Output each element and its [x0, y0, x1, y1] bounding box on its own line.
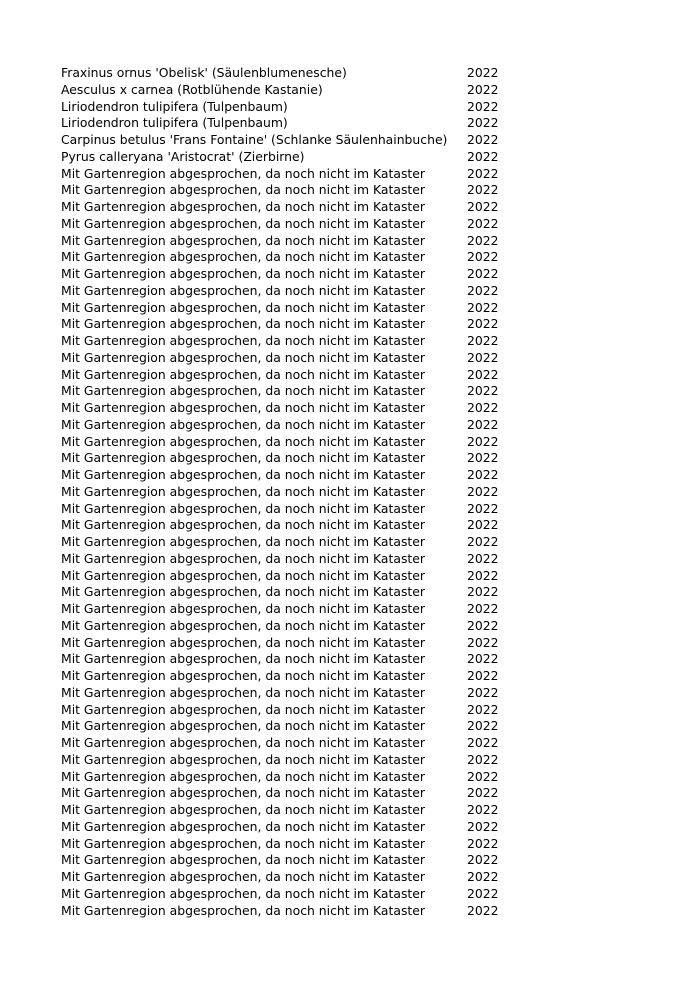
planting-year: 2022 [467, 885, 499, 901]
list-item [61, 852, 521, 869]
tree-name: Mit Gartenregion abgesprochen, da noch nicht im Kataster [61, 601, 425, 616]
list-item [61, 233, 521, 250]
tree-name: Carpinus betulus 'Frans Fontaine' (Schlanke Säulenhainbuche) [61, 132, 448, 147]
tree-name: Mit Gartenregion abgesprochen, da noch nicht im Kataster [61, 450, 425, 466]
tree-name: Pyrus calleryana 'Aristocrat' (Zierbirne) [61, 148, 305, 164]
planting-year: 2022 [467, 483, 499, 499]
tree-name: Mit Gartenregion abgesprochen, da noch nicht im Kataster [61, 584, 425, 600]
tree-name: Mit Gartenregion abgesprochen, da noch nicht im Kataster [61, 617, 425, 633]
planting-year: 2022 [467, 818, 499, 834]
list-item [61, 517, 521, 534]
list-item [61, 316, 521, 333]
list-item [61, 635, 521, 652]
planting-year: 2022 [467, 232, 499, 248]
list-item [61, 735, 521, 752]
tree-name: Mit Gartenregion abgesprochen, da noch nicht im Kataster [61, 416, 425, 432]
list-item [61, 802, 521, 819]
tree-name: Mit Gartenregion abgesprochen, da noch nicht im Kataster [61, 282, 425, 298]
tree-name: Mit Gartenregion abgesprochen, da noch nicht im Kataster [61, 852, 425, 868]
list-item [61, 551, 521, 568]
planting-year: 2022 [467, 182, 499, 198]
tree-name: Mit Gartenregion abgesprochen, da noch nicht im Kataster [61, 768, 425, 784]
list-item [61, 718, 521, 735]
list-item [61, 182, 521, 199]
tree-name: Mit Gartenregion abgesprochen, da noch nicht im Kataster [61, 249, 425, 265]
list-item [61, 651, 521, 668]
list-item [61, 82, 521, 99]
list-item [61, 618, 521, 635]
tree-name: Mit Gartenregion abgesprochen, da noch nicht im Kataster [61, 483, 425, 499]
planting-year: 2022 [467, 902, 499, 918]
planting-year: 2022 [467, 500, 499, 516]
planting-year: 2022 [467, 617, 499, 633]
list-item [61, 903, 521, 920]
planting-year: 2022 [467, 450, 499, 466]
tree-name: Mit Gartenregion abgesprochen, da noch nicht im Kataster [61, 316, 425, 332]
list-item [61, 668, 521, 685]
list-item [61, 367, 521, 384]
tree-name: Mit Gartenregion abgesprochen, da noch nicht im Kataster [61, 534, 425, 549]
list-item [61, 785, 521, 802]
tree-name: Fraxinus ornus 'Obelisk' (Säulenblumenesche) [61, 65, 347, 80]
list-item [61, 383, 521, 400]
planting-year: 2022 [467, 266, 499, 281]
tree-name: Mit Gartenregion abgesprochen, da noch nicht im Kataster [61, 802, 425, 817]
tree-name: Mit Gartenregion abgesprochen, da noch nicht im Kataster [61, 751, 425, 767]
planting-year: 2022 [467, 768, 499, 784]
list-item [61, 417, 521, 434]
list-item [61, 99, 521, 116]
tree-name: Mit Gartenregion abgesprochen, da noch nicht im Kataster [61, 785, 425, 801]
tree-name: Aesculus x carnea (Rotblühende Kastanie) [61, 81, 323, 97]
planting-year: 2022 [467, 634, 499, 650]
list-item [61, 869, 521, 886]
list-item [61, 199, 521, 216]
tree-name: Mit Gartenregion abgesprochen, da noch nicht im Kataster [61, 266, 425, 281]
list-item [61, 886, 521, 903]
tree-name: Liriodendron tulipifera (Tulpenbaum) [61, 115, 288, 131]
list-item [61, 266, 521, 283]
tree-name: Mit Gartenregion abgesprochen, da noch nicht im Kataster [61, 517, 425, 533]
tree-name: Mit Gartenregion abgesprochen, da noch nicht im Kataster [61, 299, 425, 315]
planting-year: 2022 [467, 383, 499, 399]
planting-year: 2022 [467, 199, 499, 214]
tree-name: Mit Gartenregion abgesprochen, da noch nicht im Kataster [61, 701, 425, 717]
planting-year: 2022 [467, 467, 499, 482]
list-item [61, 350, 521, 367]
tree-name: Liriodendron tulipifera (Tulpenbaum) [61, 98, 288, 114]
tree-name: Mit Gartenregion abgesprochen, da noch nicht im Kataster [61, 182, 425, 198]
planting-year: 2022 [467, 584, 499, 600]
list-item [61, 584, 521, 601]
planting-year: 2022 [467, 869, 499, 884]
tree-name: Mit Gartenregion abgesprochen, da noch nicht im Kataster [61, 885, 425, 901]
tree-name: Mit Gartenregion abgesprochen, da noch nicht im Kataster [61, 550, 425, 566]
planting-year: 2022 [467, 65, 499, 80]
list-item [61, 752, 521, 769]
list-item [61, 769, 521, 786]
list-item [61, 601, 521, 618]
planting-year: 2022 [467, 735, 499, 750]
list-item [61, 132, 521, 149]
planting-year: 2022 [467, 433, 499, 449]
list-item [61, 836, 521, 853]
planting-year: 2022 [467, 550, 499, 566]
list-item [61, 450, 521, 467]
tree-name: Mit Gartenregion abgesprochen, da noch nicht im Kataster [61, 433, 425, 449]
list-item [61, 434, 521, 451]
tree-name: Mit Gartenregion abgesprochen, da noch nicht im Kataster [61, 333, 425, 348]
list-item [61, 484, 521, 501]
tree-name: Mit Gartenregion abgesprochen, da noch nicht im Kataster [61, 467, 425, 482]
tree-name: Mit Gartenregion abgesprochen, da noch nicht im Kataster [61, 567, 425, 583]
tree-name: Mit Gartenregion abgesprochen, da noch nicht im Kataster [61, 400, 425, 415]
planting-year: 2022 [467, 802, 499, 817]
planting-year: 2022 [467, 517, 499, 533]
tree-name: Mit Gartenregion abgesprochen, da noch nicht im Kataster [61, 651, 425, 667]
list-item [61, 333, 521, 350]
tree-name: Mit Gartenregion abgesprochen, da noch nicht im Kataster [61, 199, 425, 214]
tree-list [61, 65, 521, 919]
planting-year: 2022 [467, 601, 499, 616]
tree-name: Mit Gartenregion abgesprochen, da noch nicht im Kataster [61, 500, 425, 516]
planting-year: 2022 [467, 534, 499, 549]
list-item [61, 115, 521, 132]
tree-name: Mit Gartenregion abgesprochen, da noch nicht im Kataster [61, 232, 425, 248]
list-item [61, 300, 521, 317]
list-item [61, 819, 521, 836]
list-item [61, 65, 521, 82]
planting-year: 2022 [467, 416, 499, 432]
tree-name: Mit Gartenregion abgesprochen, da noch nicht im Kataster [61, 718, 425, 734]
tree-name: Mit Gartenregion abgesprochen, da noch nicht im Kataster [61, 818, 425, 834]
planting-year: 2022 [467, 400, 499, 415]
list-item [61, 283, 521, 300]
list-item [61, 400, 521, 417]
planting-year: 2022 [467, 684, 499, 700]
tree-name: Mit Gartenregion abgesprochen, da noch nicht im Kataster [61, 668, 425, 683]
planting-year: 2022 [467, 132, 499, 147]
planting-year: 2022 [467, 249, 499, 265]
tree-name: Mit Gartenregion abgesprochen, da noch nicht im Kataster [61, 634, 425, 650]
list-item [61, 216, 521, 233]
planting-year: 2022 [467, 785, 499, 801]
planting-year: 2022 [467, 668, 499, 683]
tree-name: Mit Gartenregion abgesprochen, da noch nicht im Kataster [61, 835, 425, 851]
planting-year: 2022 [467, 282, 499, 298]
tree-name: Mit Gartenregion abgesprochen, da noch nicht im Kataster [61, 735, 425, 750]
list-item [61, 166, 521, 183]
tree-name: Mit Gartenregion abgesprochen, da noch nicht im Kataster [61, 215, 425, 231]
tree-name: Mit Gartenregion abgesprochen, da noch nicht im Kataster [61, 869, 425, 884]
planting-year: 2022 [467, 148, 499, 164]
planting-year: 2022 [467, 215, 499, 231]
tree-name: Mit Gartenregion abgesprochen, da noch nicht im Kataster [61, 684, 425, 700]
planting-year: 2022 [467, 366, 499, 382]
list-item [61, 249, 521, 266]
tree-name: Mit Gartenregion abgesprochen, da noch nicht im Kataster [61, 902, 425, 918]
planting-year: 2022 [467, 349, 499, 365]
planting-year: 2022 [467, 718, 499, 734]
list-item [61, 501, 521, 518]
planting-year: 2022 [467, 333, 499, 348]
planting-year: 2022 [467, 852, 499, 868]
planting-year: 2022 [467, 567, 499, 583]
planting-year: 2022 [467, 751, 499, 767]
tree-name: Mit Gartenregion abgesprochen, da noch nicht im Kataster [61, 383, 425, 399]
tree-name: Mit Gartenregion abgesprochen, da noch nicht im Kataster [61, 349, 425, 365]
list-item [61, 568, 521, 585]
tree-name: Mit Gartenregion abgesprochen, da noch nicht im Kataster [61, 366, 425, 382]
list-item [61, 534, 521, 551]
planting-year: 2022 [467, 81, 499, 97]
planting-year: 2022 [467, 835, 499, 851]
list-item [61, 685, 521, 702]
planting-year: 2022 [467, 316, 499, 332]
planting-year: 2022 [467, 115, 499, 131]
list-item [61, 702, 521, 719]
list-item [61, 467, 521, 484]
planting-year: 2022 [467, 98, 499, 114]
list-item [61, 149, 521, 166]
planting-year: 2022 [467, 701, 499, 717]
planting-year: 2022 [467, 299, 499, 315]
planting-year: 2022 [467, 651, 499, 667]
planting-year: 2022 [467, 165, 499, 181]
tree-name: Mit Gartenregion abgesprochen, da noch nicht im Kataster [61, 165, 425, 181]
